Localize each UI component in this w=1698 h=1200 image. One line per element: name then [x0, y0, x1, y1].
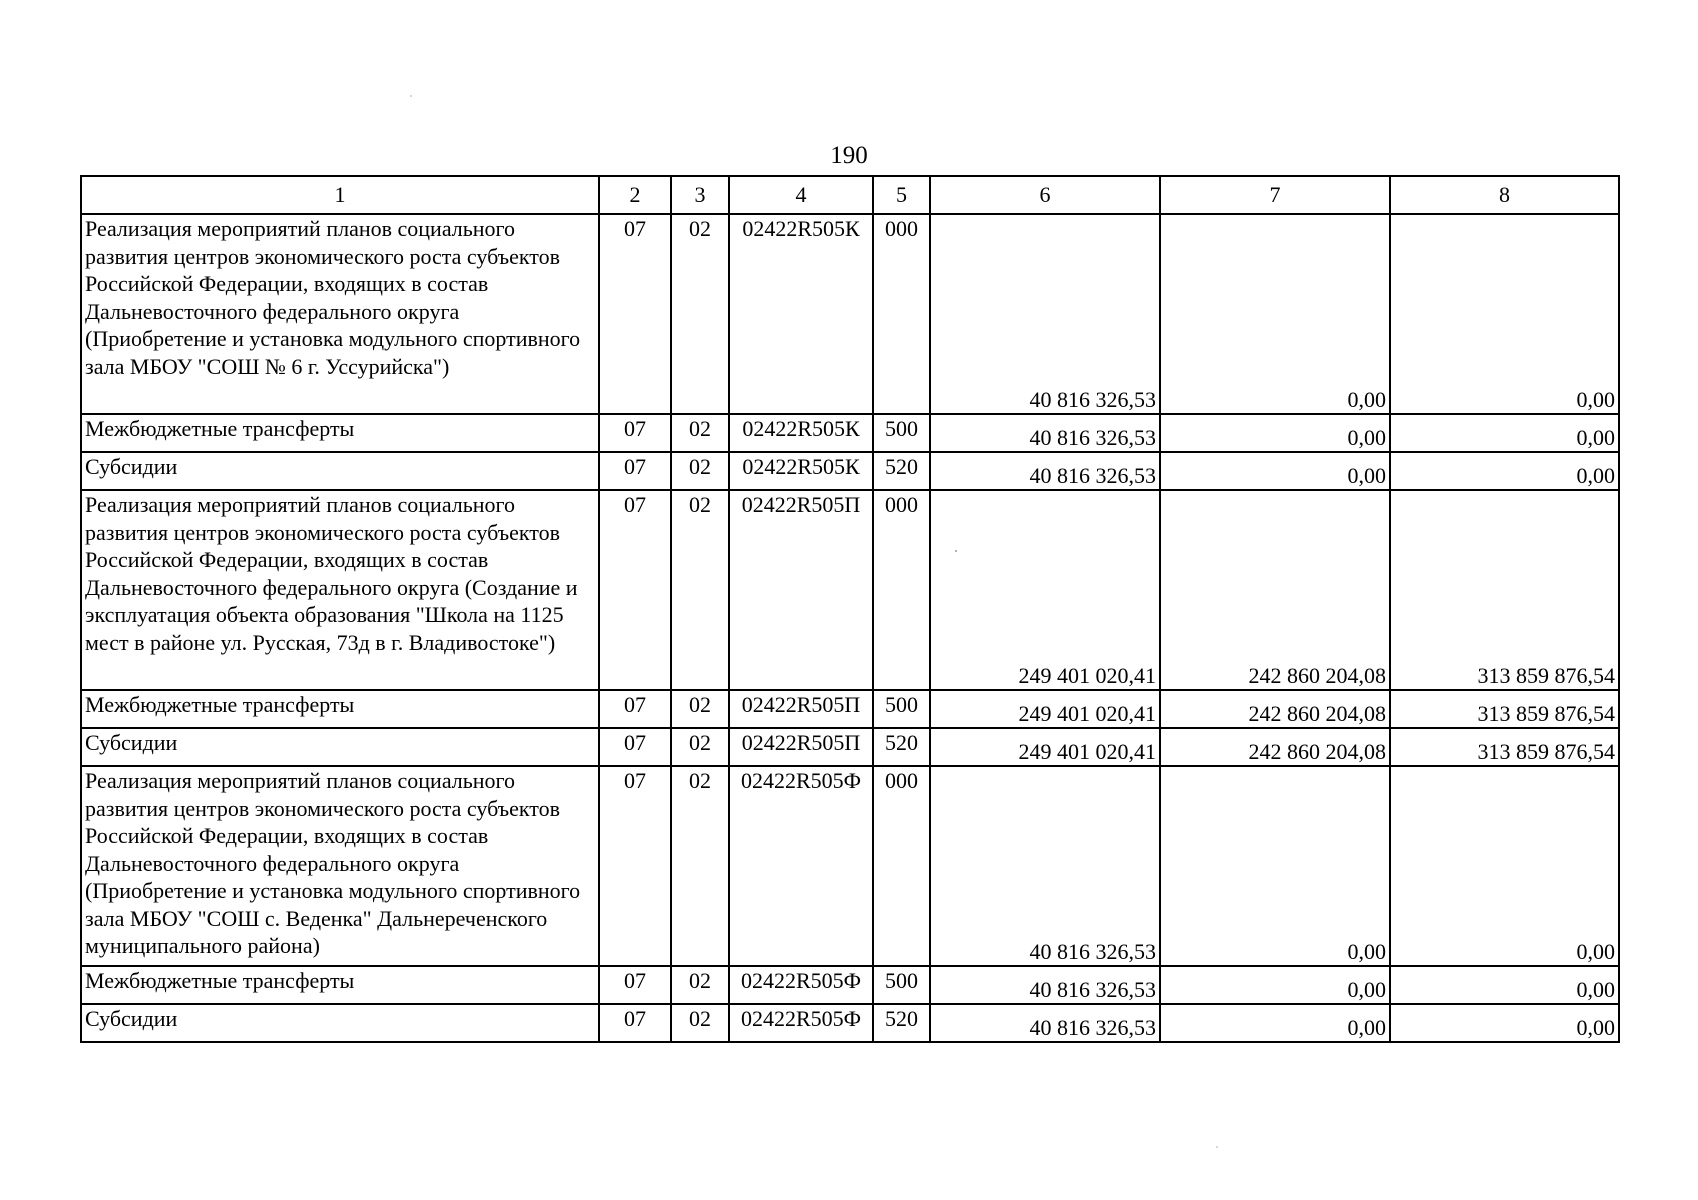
section-code: 07	[599, 1004, 671, 1042]
subsection-code: 02	[671, 490, 729, 690]
table-row	[81, 766, 1619, 966]
header-cell-8: 8	[1390, 176, 1619, 214]
amount-col-8: 0,00	[1390, 1004, 1619, 1042]
amount-col-8: 0,00	[1390, 966, 1619, 1004]
amount-col-7: 0,00	[1160, 214, 1390, 414]
expense-type-code: 000	[873, 490, 930, 690]
amount-col-8: 313 859 876,54	[1390, 728, 1619, 766]
table-row	[81, 214, 1619, 414]
amount-col-6: 40 816 326,53	[930, 966, 1160, 1004]
amount-col-6: 249 401 020,41	[930, 490, 1160, 690]
amount-col-7: 242 860 204,08	[1160, 490, 1390, 690]
budget-table	[80, 175, 1620, 1043]
row-description: Межбюджетные трансферты	[81, 414, 599, 452]
scan-speck	[410, 95, 412, 97]
amount-col-7: 242 860 204,08	[1160, 728, 1390, 766]
expense-type-code: 500	[873, 690, 930, 728]
section-code: 07	[599, 490, 671, 690]
expense-type-code: 000	[873, 214, 930, 414]
subsection-code: 02	[671, 766, 729, 966]
row-description: Реализация мероприятий планов социального развития центров экономического роста субъектов Российской Федерации, входящих в состав Дальневосточного федерального округа (Приобретение и установка модульного спортивного зала МБОУ "СОШ № 6 г. Уссурийска")	[81, 214, 599, 414]
amount-col-6: 249 401 020,41	[930, 690, 1160, 728]
expense-type-code: 500	[873, 966, 930, 1004]
amount-col-7: 0,00	[1160, 1004, 1390, 1042]
expense-type-code: 520	[873, 728, 930, 766]
row-description: Реализация мероприятий планов социального развития центров экономического роста субъектов Российской Федерации, входящих в состав Дальневосточного федерального округа (Создание и эксплуатация объекта образования "Школа на 1125 мест в районе ул. Русская, 73д в г. Владивостоке")	[81, 490, 599, 690]
row-description: Межбюджетные трансферты	[81, 690, 599, 728]
table-row	[81, 1004, 1619, 1042]
amount-col-7: 0,00	[1160, 766, 1390, 966]
subsection-code: 02	[671, 214, 729, 414]
section-code: 07	[599, 452, 671, 490]
subsection-code: 02	[671, 690, 729, 728]
amount-col-8: 313 859 876,54	[1390, 490, 1619, 690]
amount-col-7: 0,00	[1160, 414, 1390, 452]
amount-col-8: 0,00	[1390, 766, 1619, 966]
scan-speck	[1216, 1146, 1218, 1148]
amount-col-6: 40 816 326,53	[930, 452, 1160, 490]
subsection-code: 02	[671, 1004, 729, 1042]
row-description: Субсидии	[81, 1004, 599, 1042]
section-code: 07	[599, 414, 671, 452]
section-code: 07	[599, 214, 671, 414]
expense-type-code: 500	[873, 414, 930, 452]
header-cell-5: 5	[873, 176, 930, 214]
row-description: Субсидии	[81, 452, 599, 490]
section-code: 07	[599, 766, 671, 966]
row-description: Межбюджетные трансферты	[81, 966, 599, 1004]
table-row	[81, 966, 1619, 1004]
amount-col-7: 0,00	[1160, 966, 1390, 1004]
table-header-row	[81, 176, 1619, 214]
target-article-code: 02422R505П	[729, 490, 873, 690]
scan-speck	[955, 550, 957, 552]
amount-col-6: 40 816 326,53	[930, 414, 1160, 452]
table-row	[81, 452, 1619, 490]
header-cell-3: 3	[671, 176, 729, 214]
amount-col-6: 249 401 020,41	[930, 728, 1160, 766]
amount-col-6: 40 816 326,53	[930, 214, 1160, 414]
expense-type-code: 000	[873, 766, 930, 966]
subsection-code: 02	[671, 452, 729, 490]
page-number: 190	[830, 142, 868, 169]
section-code: 07	[599, 728, 671, 766]
amount-col-8: 0,00	[1390, 214, 1619, 414]
amount-col-8: 313 859 876,54	[1390, 690, 1619, 728]
target-article-code: 02422R505Ф	[729, 1004, 873, 1042]
target-article-code: 02422R505Ф	[729, 966, 873, 1004]
expense-type-code: 520	[873, 1004, 930, 1042]
section-code: 07	[599, 690, 671, 728]
table-row	[81, 728, 1619, 766]
header-cell-4: 4	[729, 176, 873, 214]
amount-col-8: 0,00	[1390, 452, 1619, 490]
header-cell-6: 6	[930, 176, 1160, 214]
table-row	[81, 690, 1619, 728]
expense-type-code: 520	[873, 452, 930, 490]
target-article-code: 02422R505Ф	[729, 766, 873, 966]
subsection-code: 02	[671, 414, 729, 452]
table-row	[81, 490, 1619, 690]
amount-col-7: 0,00	[1160, 452, 1390, 490]
amount-col-6: 40 816 326,53	[930, 1004, 1160, 1042]
target-article-code: 02422R505П	[729, 728, 873, 766]
target-article-code: 02422R505К	[729, 414, 873, 452]
header-cell-2: 2	[599, 176, 671, 214]
table-row	[81, 414, 1619, 452]
target-article-code: 02422R505П	[729, 690, 873, 728]
section-code: 07	[599, 966, 671, 1004]
amount-col-6: 40 816 326,53	[930, 766, 1160, 966]
subsection-code: 02	[671, 966, 729, 1004]
row-description: Субсидии	[81, 728, 599, 766]
subsection-code: 02	[671, 728, 729, 766]
amount-col-7: 242 860 204,08	[1160, 690, 1390, 728]
row-description: Реализация мероприятий планов социального развития центров экономического роста субъектов Российской Федерации, входящих в состав Дальневосточного федерального округа (Приобретение и установка модульного спортивного зала МБОУ "СОШ с. Веденка" Дальнереченского муниципального района)	[81, 766, 599, 966]
amount-col-8: 0,00	[1390, 414, 1619, 452]
target-article-code: 02422R505К	[729, 214, 873, 414]
header-cell-1: 1	[81, 176, 599, 214]
target-article-code: 02422R505К	[729, 452, 873, 490]
header-cell-7: 7	[1160, 176, 1390, 214]
